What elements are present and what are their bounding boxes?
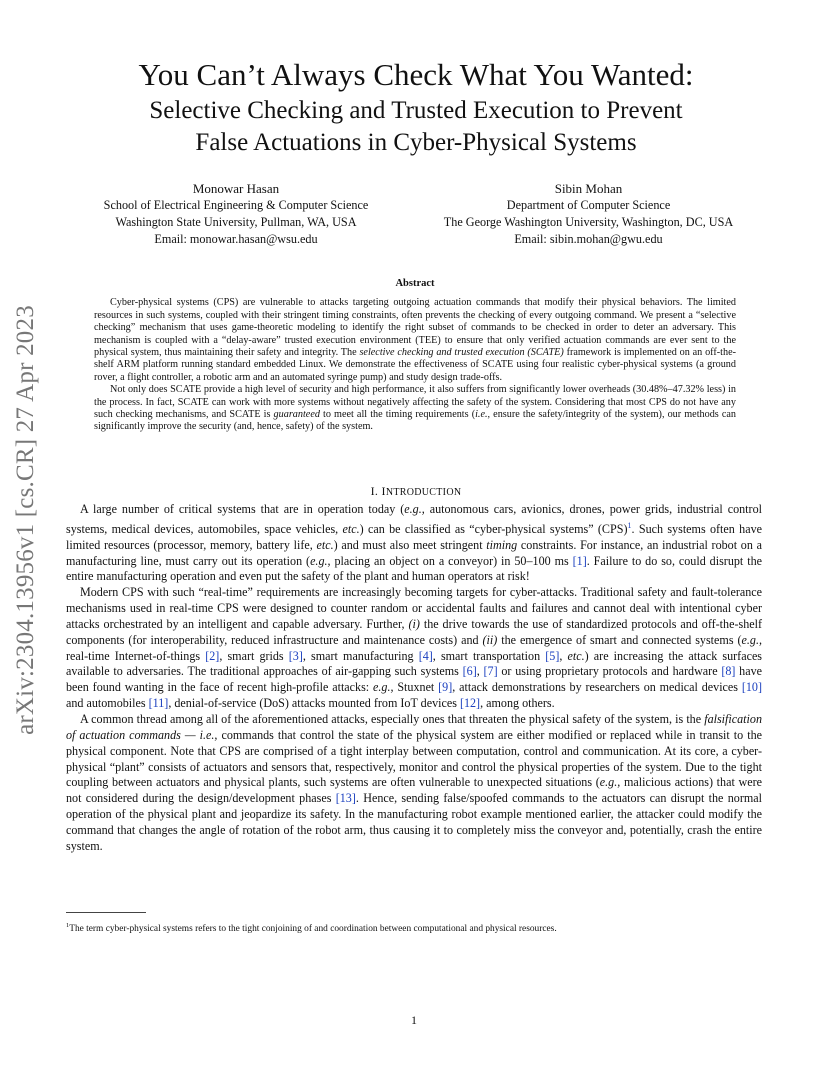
emphasis: e.g., [741, 632, 762, 647]
author-affiliation: Department of Computer Science [506, 198, 671, 212]
section-title-initial: I [381, 484, 386, 498]
paper-subtitle-line-2: False Actuations in Cyber-Physical Systems [195, 129, 637, 156]
abstract-heading: Abstract [395, 278, 435, 289]
citation-link[interactable]: [11] [148, 696, 169, 711]
arxiv-identifier: arXiv:2304.13956v1 [cs.CR] 27 Apr 2023 [12, 305, 39, 735]
text-run: Stuxnet [393, 680, 439, 695]
text-run: , smart grids [219, 648, 289, 663]
author-affiliation: Washington State University, Pullman, WA, USA [115, 215, 357, 229]
text-run: , smart transportation [432, 648, 546, 663]
emphasis: (ii) [482, 632, 498, 647]
text-run: , smart manufacturing [302, 648, 419, 663]
footnote-link[interactable]: 1 [627, 520, 632, 530]
emphasis: timing [486, 537, 518, 552]
citation-link[interactable]: [13] [335, 791, 356, 806]
text-run: placing an object on a conveyor) in 50–100 ms [330, 553, 573, 568]
author-block [66, 180, 766, 250]
abstract [94, 278, 736, 434]
author-2 [411, 180, 766, 248]
body-paragraph [66, 712, 762, 855]
body-paragraph [66, 585, 762, 712]
emphasis: etc. [342, 521, 360, 536]
citation-link[interactable]: [8] [721, 664, 736, 679]
text-run: , [559, 648, 568, 663]
emphasis: e.g., [404, 502, 425, 516]
author-name: Monowar Hasan [192, 181, 280, 196]
citation-link[interactable]: [5] [545, 648, 560, 663]
text-run: ) are increasing the attack surfaces available to adversaries. The traditional approaches of air-gapping such systems [66, 648, 763, 679]
emphasis: etc. [567, 648, 585, 663]
author-affiliation: The George Washington University, Washington, DC, USA [443, 215, 734, 229]
emphasis: e.g., [599, 775, 621, 790]
emphasis: i.e., [475, 409, 491, 421]
text-run: or using proprietary protocols and hardware [497, 664, 722, 679]
text-run: real-time Internet-of-things [66, 648, 206, 663]
citation-link[interactable]: [7] [483, 664, 498, 679]
footnote-text: The term cyber-physical systems refers to the tight conjoining of and coordination between computational and physical resources. [69, 924, 557, 935]
citation-link[interactable]: [12] [459, 696, 481, 711]
text-run: to meet all the timing requirements ( [319, 409, 476, 421]
text-run: the drive towards the use of standardized protocols and off-the-shelf components (for interoperability, reduced infrastructure and maintenance costs) and [66, 616, 762, 647]
text-run: , attack demonstrations by researchers on medical devices [452, 680, 742, 695]
text-run: have been found wanting in the face of recent high-profile attacks: [66, 664, 762, 695]
text-run: constraints. For instance, an industrial robot on a manufacturing line, must carry out its operation ( [66, 537, 762, 568]
text-run: Not only does SCATE provide a high level of security and high performance, it also suffers from significantly lower overheads (30.48%–47.32% less) in the process. In fact, SCATE can work with more systems without negatively affecting the safety of the system. Considering that most CPS do not have any such checking mechanisms, and SCATE is [94, 384, 736, 421]
text-run: , [476, 664, 484, 679]
emphasis: guaranteed [273, 409, 320, 421]
citation-link[interactable]: [10] [741, 680, 762, 695]
text-run: framework is implemented on an off-the-shelf ARM platform running standard embedded Linux. We demonstrate the effectiveness of SCATE using four realistic cyber-physical systems (a ground rover, a flight controller, a robotic arm and an automated syringe pump) and study design trade-offs. [94, 347, 736, 383]
abstract-paragraph [94, 384, 736, 434]
text-run: Cyber-physical systems (CPS) are vulnerable to attacks targeting outgoing actuation commands that modify their physical behaviors. The limited resources in such systems, coupled with their stringent timing constraints, often prevents the checking of every outgoing command. We present a “selective checking” mechanism that uses game-theoretic modeling to identify the right subset of commands to be checked in order to deter an adversary. This mechanism is coupled with a “delay-aware” trusted execution environment (TEE) to ensure that only verified actuation commands are ever sent to the physical system, thus maintaining their safety and integrity. The [94, 297, 736, 359]
body-text [66, 502, 762, 855]
text-run: malicious actions) that were not considered during the design/development phases [66, 775, 763, 806]
citation-link[interactable]: [3] [288, 648, 303, 663]
paper-subtitle-line-1: Selective Checking and Trusted Execution to Prevent [149, 97, 683, 124]
text-run: ) and must also meet stringent [333, 537, 487, 552]
paper-title: You Can’t Always Check What You Wanted: [138, 57, 694, 92]
body-paragraph [66, 502, 762, 585]
text-run: and automobiles [66, 696, 149, 711]
emphasis: e.g., [373, 680, 394, 695]
text-run: autonomous cars, avionics, drones, power grids, industrial control systems, medical devices, automobiles, space vehicles, [66, 502, 762, 536]
text-run: the emergence of smart and connected systems ( [497, 632, 742, 647]
emphasis: etc. [316, 537, 334, 552]
text-run: A large number of critical systems that are in operation today ( [80, 502, 405, 516]
emphasis: (i) [408, 616, 420, 631]
title-block [66, 56, 766, 158]
section-number: I. [370, 484, 379, 498]
section-heading [66, 484, 766, 499]
text-run: . Failure to do so, could disrupt the entire manufacturing operation and even put the safety of the plant and human operators at risk! [66, 553, 762, 584]
citation-link[interactable]: [4] [418, 648, 433, 663]
citation-link[interactable]: [9] [438, 680, 453, 695]
page-number: 1 [411, 1013, 417, 1027]
text-run: , denial-of-service (DoS) attacks mounted from IoT devices [168, 696, 460, 711]
author-email: Email: monowar.hasan@wsu.edu [154, 232, 318, 246]
citation-link[interactable]: [1] [572, 553, 587, 568]
emphasis: selective checking and trusted execution (SCATE) [359, 347, 564, 359]
section-title-rest: NTRODUCTION [385, 487, 462, 498]
text-run: Modern CPS with such “real-time” requirements are increasingly becoming targets for cyber-attacks. Traditional safety and fault-tolerance mechanisms used in real-time CPS were designed to counter random or accidental faults and failures and cannot deal with intentional cyber attacks orchestrated by an intelligent and capable adversary. Further, [66, 585, 762, 631]
citation-link[interactable]: [2] [205, 648, 220, 663]
footnote-mark: 1 [66, 922, 70, 929]
author-name: Sibin Mohan [554, 181, 623, 196]
text-run: . Hence, sending false/spoofed commands to the actuators can disrupt the normal operation of the physical plant and jeopardize its safety. In the manufacturing robot example mentioned earlier, the attacker could modify the command that changes the angle of rotation of the robot arm, thus causing it to completely miss the conveyor and, potentially, crash the entire system. [66, 791, 762, 853]
author-email: Email: sibin.mohan@gwu.edu [514, 232, 663, 246]
footnote-divider [66, 912, 146, 913]
text-run: , among others. [480, 696, 555, 711]
text-run: . Such systems often have limited resources (processor, memory, battery life, [66, 521, 762, 552]
abstract-paragraph [94, 297, 736, 384]
author-1 [66, 180, 406, 248]
author-affiliation: School of Electrical Engineering & Computer Science [103, 198, 369, 212]
text-run: ) can be classified as “cyber-physical systems” (CPS) [359, 521, 628, 536]
text-run: commands that control the state of the physical system are either modified or replaced while in transit to the physical component. Note that CPS are comprised of a tight interplay between computation, control and communication. At its core, a cyber-physical “plant” consists of actuators and sensors that, respectively, monitor and control the physical properties of the system. Due to the tight coupling between actuators and physical plants, such systems are often vulnerable to unexpected situations ( [66, 727, 762, 790]
emphasis: e.g., [310, 553, 331, 568]
citation-link[interactable]: [6] [462, 664, 477, 679]
footnote [66, 920, 766, 935]
text-run: A common thread among all of the aforementioned attacks, especially ones that threaten the physical safety of the system, is the [80, 712, 705, 726]
text-run: ensure the safety/integrity of the system), our methods can significantly improve the security (and, hence, safety) of the system. [94, 409, 737, 433]
emphasis: falsification of actuation commands — i.e., [66, 712, 762, 742]
